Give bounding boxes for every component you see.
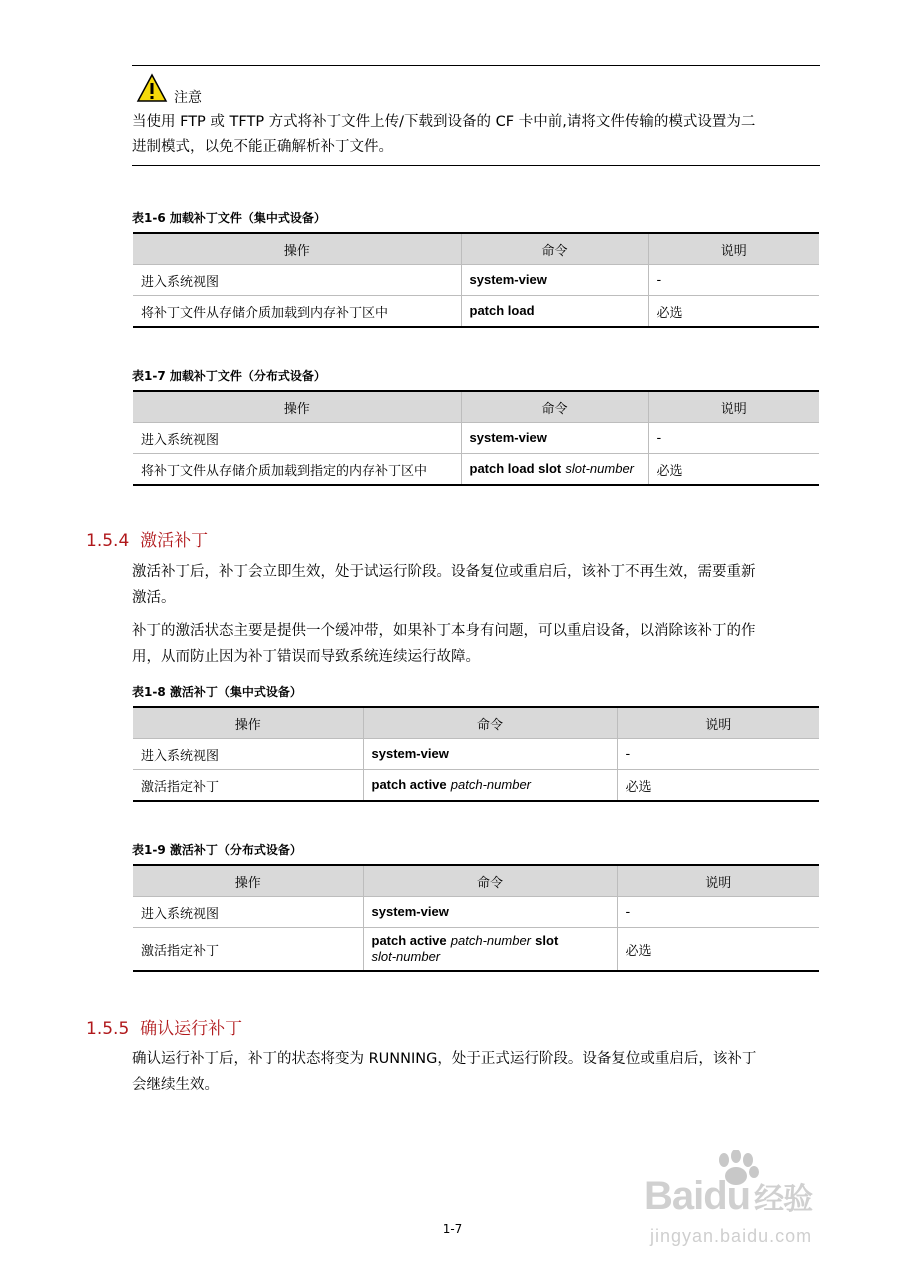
command-table-1-7 (133, 390, 819, 486)
command-keyword: system-view (469, 430, 547, 445)
table-header-row (133, 391, 819, 423)
section-title: 激活补丁 (140, 531, 209, 551)
note-bottom-rule (132, 165, 820, 166)
watermark-url: jingyan.baidu.com (650, 1226, 813, 1246)
table-caption: 表1-6 加载补丁文件（集中式设备） (132, 211, 326, 225)
warning-icon (136, 73, 168, 103)
cell-command (363, 739, 617, 770)
cell-operation: 将补丁文件从存储介质加载到内存补丁区中 (133, 296, 461, 328)
cell-command (461, 265, 648, 296)
header-command: 命令 (461, 391, 648, 423)
watermark-brand-du: du (703, 1174, 751, 1218)
cell-operation: 进入系统视图 (133, 739, 363, 770)
cell-operation: 激活指定补丁 (133, 928, 363, 972)
command-keyword: system-view (469, 272, 547, 287)
command-keyword: patch active (371, 777, 447, 792)
note-text-line2: 进制模式，以免不能正确解析补丁文件。 (132, 139, 393, 155)
table-caption: 表1-8 激活补丁（集中式设备） (132, 685, 302, 699)
table-header-row (133, 233, 819, 265)
header-description: 说明 (648, 391, 819, 423)
table-header-row (133, 707, 819, 739)
table-row (133, 265, 819, 296)
cell-operation: 进入系统视图 (133, 265, 461, 296)
header-operation: 操作 (133, 233, 461, 265)
cell-command (363, 928, 617, 972)
header-description: 说明 (648, 233, 819, 265)
section-number: 1.5.5 (86, 1019, 130, 1039)
section-heading-1-5-5 (86, 1014, 242, 1039)
section-number: 1.5.4 (86, 531, 130, 551)
watermark-suffix: 经验 (754, 1183, 813, 1216)
watermark-brand-bai: Bai (644, 1174, 704, 1218)
page-number: 1-7 (442, 1222, 463, 1236)
cell-description: - (617, 897, 819, 928)
cell-description: 必选 (617, 770, 819, 802)
cell-description: - (648, 265, 819, 296)
command-table-1-9 (133, 864, 819, 972)
table-caption: 表1-7 加载补丁文件（分布式设备） (132, 369, 326, 383)
watermark-brand (644, 1174, 812, 1219)
header-operation: 操作 (133, 391, 461, 423)
command-table-1-6 (133, 232, 819, 328)
command-keyword: patch load slot (469, 461, 562, 476)
table-row (133, 739, 819, 770)
command-keyword: slot (535, 933, 559, 948)
paragraph-line: 激活。 (132, 590, 176, 606)
header-description: 说明 (617, 865, 819, 897)
command-table-1-8 (133, 706, 819, 802)
section-heading-1-5-4 (86, 526, 208, 551)
command-argument: patch-number (450, 933, 532, 948)
cell-description: - (617, 739, 819, 770)
paragraph-line: 激活补丁后，补丁会立即生效，处于试运行阶段。设备复位或重启后，该补丁不再生效，需要重新 (132, 564, 756, 580)
table-row (133, 770, 819, 802)
table-row (133, 897, 819, 928)
cell-operation: 激活指定补丁 (133, 770, 363, 802)
paragraph-line: 会继续生效。 (132, 1077, 219, 1093)
command-argument: patch-number (450, 777, 532, 792)
cell-command (461, 296, 648, 328)
header-operation: 操作 (133, 707, 363, 739)
cell-command (461, 423, 648, 454)
table-caption: 表1-9 激活补丁（分布式设备） (132, 843, 302, 857)
header-description: 说明 (617, 707, 819, 739)
command-keyword: system-view (371, 904, 449, 919)
note-text-line1: 当使用 FTP 或 TFTP 方式将补丁文件上传/下载到设备的 CF 卡中前,请将文件传输的模式设置为二 (132, 114, 756, 130)
header-operation: 操作 (133, 865, 363, 897)
cell-command (363, 897, 617, 928)
cell-operation: 进入系统视图 (133, 897, 363, 928)
note-top-rule (132, 65, 820, 66)
command-argument: slot-number (565, 461, 635, 476)
table-row (133, 928, 819, 972)
header-command: 命令 (363, 865, 617, 897)
table-header-row (133, 865, 819, 897)
cell-description: 必选 (648, 296, 819, 328)
header-command: 命令 (363, 707, 617, 739)
command-keyword: patch load (469, 303, 535, 318)
table-row (133, 454, 819, 486)
paragraph-line: 补丁的激活状态主要是提供一个缓冲带，如果补丁本身有问题，可以重启设备，以消除该补丁的作 (132, 623, 756, 639)
section-title: 确认运行补丁 (140, 1019, 243, 1039)
command-keyword: patch active (371, 933, 447, 948)
cell-description: 必选 (617, 928, 819, 972)
command-argument: slot-number (371, 949, 441, 964)
table-row (133, 423, 819, 454)
cell-command (461, 454, 648, 486)
paragraph-line: 确认运行补丁后，补丁的状态将变为 RUNNING，处于正式运行阶段。设备复位或重启后，该补丁 (132, 1051, 757, 1067)
cell-description: - (648, 423, 819, 454)
header-command: 命令 (461, 233, 648, 265)
command-keyword: system-view (371, 746, 449, 761)
cell-description: 必选 (648, 454, 819, 486)
table-row (133, 296, 819, 328)
cell-operation: 进入系统视图 (133, 423, 461, 454)
cell-command (363, 770, 617, 802)
cell-operation: 将补丁文件从存储介质加载到指定的内存补丁区中 (133, 454, 461, 486)
note-label: 注意 (174, 90, 202, 106)
paragraph-line: 用，从而防止因为补丁错误而导致系统连续运行故障。 (132, 649, 480, 665)
